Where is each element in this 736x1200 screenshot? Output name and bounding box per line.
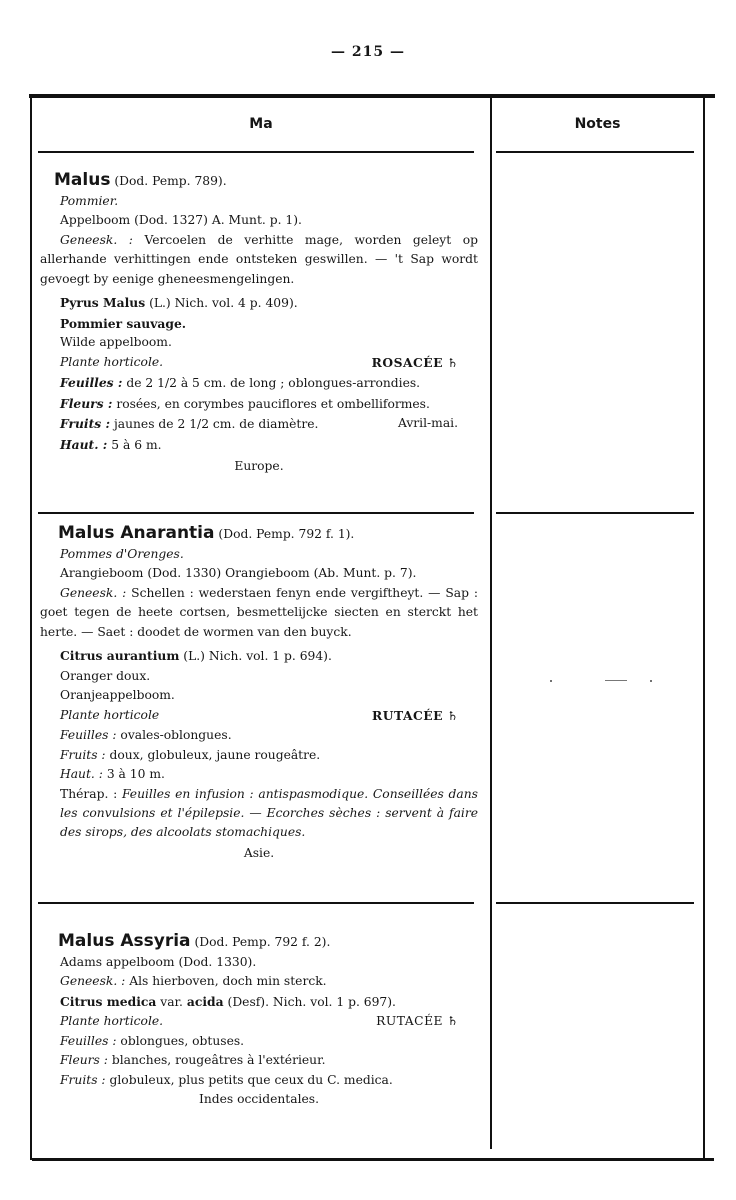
trait-line: Fruits : jaunes de 2 1/2 cm. de diamètre. Avril-mai. [40, 414, 478, 435]
plant-status: Plante horticole. [60, 1014, 164, 1028]
trait-line: Haut. : 3 à 10 m. [60, 767, 165, 781]
entry-title-line [40, 171, 478, 192]
plant-status: Plante horticole [60, 707, 160, 722]
notes-dot-mark [550, 680, 552, 682]
notes-dash-mark [605, 680, 627, 681]
trait-line: Fleurs : rosées, en corymbes pauciflores et ombelliformes. [60, 395, 430, 411]
table-bottom-border [32, 1158, 714, 1161]
entry-title-line [40, 932, 478, 953]
dutch-name: Adams appelboom (Dod. 1330). [60, 954, 257, 969]
dutch-common-name: Oranjeappelboom. [60, 688, 175, 702]
latin-reference: (L.) Nich. vol. 1 p. 694). [183, 649, 332, 663]
latin-name: Citrus aurantium [60, 648, 180, 663]
entry-separator-notes-2 [496, 902, 694, 904]
entry-name: Malus [54, 170, 111, 190]
plant-family: ROSACÉE ♄ [371, 354, 458, 370]
dutch-name: Arangieboom (Dod. 1330) Orangieboom (Ab. Munt. p. 7). [60, 566, 417, 580]
common-name: Pommier. [60, 193, 119, 208]
origin: Indes occidentales. [198, 1092, 320, 1106]
page-number: — 215 — [331, 44, 405, 60]
plant-family: RUTACÉE ♄ [372, 707, 458, 723]
header-separator-main [38, 151, 474, 153]
status-line [40, 1012, 478, 1032]
entry-reference: (Dod. Pemp. 789). [114, 174, 227, 188]
trait-line: Fleurs : blanches, rougeâtres à l'extérieur. [60, 1053, 326, 1067]
status-line [40, 353, 478, 374]
tree-symbol-icon: ♄ [446, 708, 458, 723]
latin-name-line: Citrus medica var. acida (Desf). Nich. vol. 1 p. 697). [60, 993, 396, 1009]
entry-separator-main-1 [38, 512, 474, 514]
origin: Asie. [243, 845, 275, 860]
column-header-main: Ma [249, 116, 273, 132]
latin-name-line [40, 293, 478, 314]
table-top-border [29, 94, 715, 98]
latin-reference: (L.) Nich. vol. 4 p. 409). [149, 296, 298, 310]
plant-status: Plante horticole. [60, 354, 164, 369]
entry-malus [40, 171, 478, 477]
medicinal-note: Geneesk. : Schellen : wederstaen fenyn ende vergiftheyt. — Sap : goet tegen de heete cortsen, besmettelijcke siecten en sterckt het herte. — Saet : doodet de wormen van den buyck. [40, 585, 478, 639]
tree-symbol-icon: ♄ [446, 355, 458, 370]
latin-reference: (Desf). Nich. vol. 1 p. 697). [227, 994, 396, 1009]
origin: Europe. [234, 459, 284, 473]
dutch-name: Appelboom (Dod. 1327) A. Munt. p. 1). [60, 213, 302, 227]
latin-name: Pyrus Malus [60, 295, 146, 310]
medicinal-note: Geneesk. : Als hierboven, doch min sterck. [60, 974, 327, 988]
trait-line: Haut. : 5 à 6 m. [60, 436, 162, 452]
table-left-border [30, 96, 32, 1160]
entry-name: Malus Assyria [58, 931, 191, 951]
entry-title-line [40, 524, 478, 545]
medicinal-note: Geneesk. : Vercoelen de verhitte mage, worden geleyt op allerhande verhittingen ende ontsteken geswillen. — 't Sap wordt gevoegt by eenige gheneesmengelingen. [40, 232, 478, 286]
entry-name: Malus Anarantia [58, 523, 215, 543]
entry-reference: (Dod. Pemp. 792 f. 2). [194, 935, 331, 949]
trait-line: Feuilles : oblongues, obtuses. [60, 1033, 245, 1048]
trait-line: Feuilles : ovales-oblongues. [60, 728, 232, 742]
flowering-period: Avril-mai. [397, 416, 458, 430]
dutch-common-name: Wilde appelboom. [60, 335, 172, 349]
entry-malus-anarantia [40, 524, 478, 863]
table-right-border [703, 96, 705, 1160]
entry-reference: (Dod. Pemp. 792 f. 1). [218, 527, 355, 541]
trait-line: Fruits : doux, globuleux, jaune rougeâtre. [60, 747, 321, 762]
status-line [40, 706, 478, 727]
notes-dot-mark [650, 680, 652, 682]
column-header-notes: Notes [574, 116, 621, 132]
french-name: Pommier sauvage. [60, 315, 187, 331]
trait-line: Fruits : globuleux, plus petits que ceux du C. medica. [60, 1072, 393, 1087]
therapeutic-note: Thérap. : Feuilles en infusion : antispasmodique. Conseillées dans les convulsions et l'épilepsie. — Ecorches sèches : servent à faire des sirops, des alcoolats stomachiques. [60, 786, 478, 839]
entry-separator-notes-1 [496, 512, 694, 514]
header-separator-notes [496, 151, 694, 153]
plant-family: RUTACÉE ♄ [376, 1014, 458, 1028]
entry-separator-main-2 [38, 902, 474, 904]
trait-line: Feuilles : de 2 1/2 à 5 cm. de long ; oblongues-arrondies. [60, 375, 421, 390]
latin-name: Citrus medica [60, 993, 157, 1009]
common-name: Pommes d'Orenges. [60, 546, 184, 561]
tree-symbol-icon: ♄ [446, 1014, 458, 1028]
column-divider [490, 96, 492, 1149]
french-name: Oranger doux. [60, 668, 151, 683]
entry-malus-assyria [40, 932, 478, 1110]
latin-name-line [40, 646, 478, 667]
